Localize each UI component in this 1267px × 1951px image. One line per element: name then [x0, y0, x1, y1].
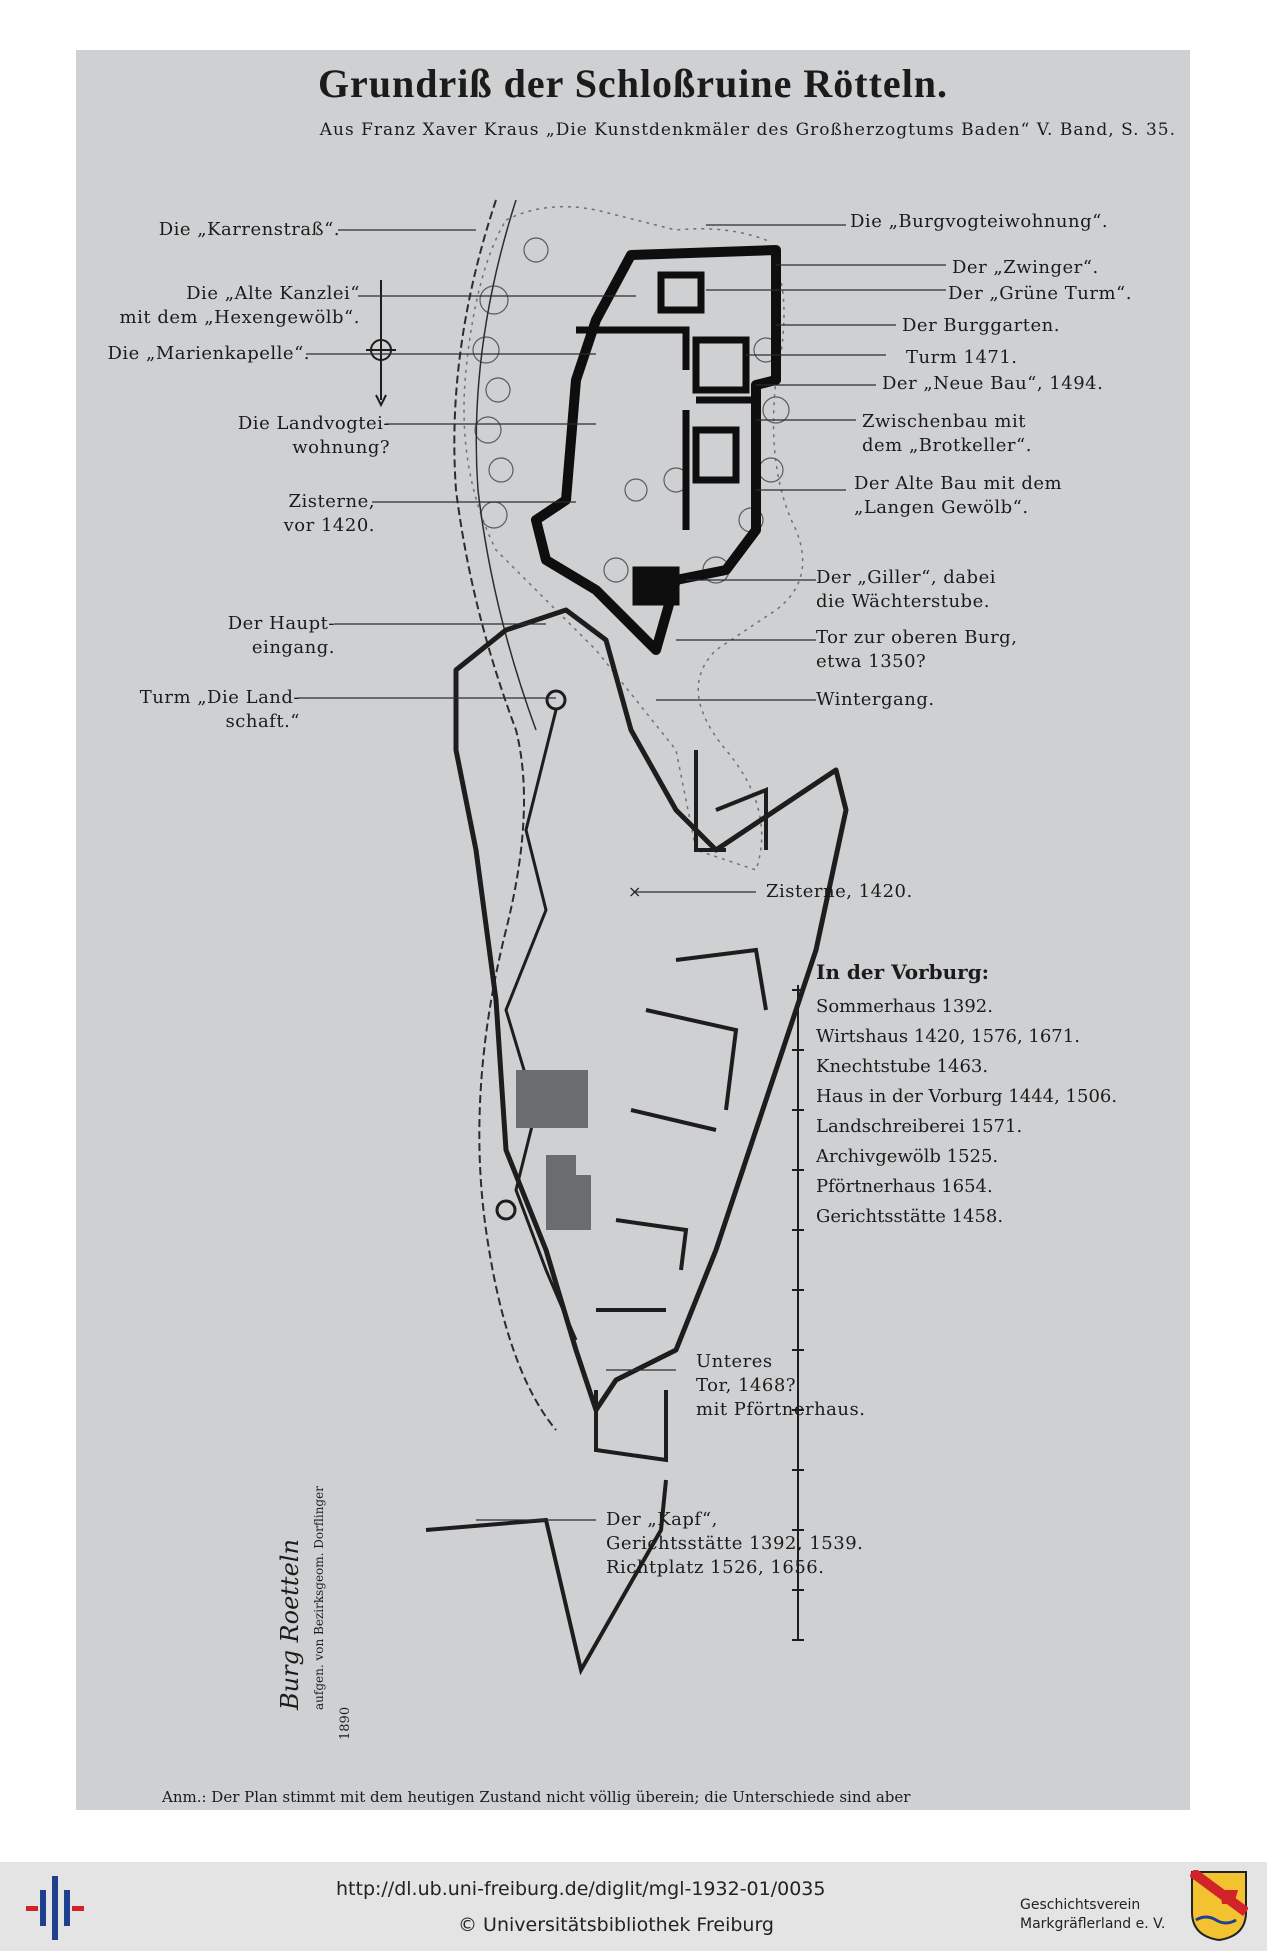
round-tower — [497, 1201, 515, 1219]
neuer-bau — [696, 430, 736, 480]
label-unteres-tor: Unteres Tor, 1468? mit Pförtnerhaus. — [696, 1351, 866, 1420]
vorburg-item: Wirtshaus 1420, 1576, 1671. — [816, 1026, 1080, 1047]
unteres-tor — [596, 1390, 666, 1460]
vorburg-item: Landschreiberei 1571. — [816, 1116, 1023, 1137]
label-karrenstrasse: Die „Karrenstraß“. — [158, 219, 340, 240]
road-edge — [476, 200, 536, 730]
label-tor-obere-burg: Tor zur oberen Burg, etwa 1350? — [816, 627, 1018, 672]
label-neuer-bau: Der „Neue Bau“, 1494. — [882, 373, 1104, 394]
signature-note: aufgen. von Bezirksgeom. Dorflinger — [312, 1486, 326, 1710]
signature-year: 1890 — [338, 1706, 353, 1740]
label-zisterne-vor-1420: Zisterne, vor 1420. — [283, 491, 375, 536]
footer-bar — [0, 1862, 1267, 1951]
map-subtitle: Aus Franz Xaver Kraus „Die Kunstdenkmäler des Großherzogtums Baden“ V. Band, S. 35. — [319, 120, 1176, 140]
society-name: Geschichtsverein Markgräflerland e. V. — [1020, 1897, 1166, 1932]
label-gruener-turm: Der „Grüne Turm“. — [948, 283, 1132, 304]
vorburg-inner-wall — [506, 710, 576, 1340]
label-turm-landschaft: Turm „Die Land- schaft.“ — [139, 687, 300, 732]
vorburg-item: Sommerhaus 1392. — [816, 996, 993, 1017]
map-title: Grundriß der Schloßruine Rötteln. — [317, 61, 949, 106]
alte-kanzlei — [661, 275, 701, 310]
annotation-note: Anm.: Der Plan stimmt mit dem heutigen Zustand nicht völlig überein; die Unterschiede sind aber — [162, 1788, 911, 1806]
vorburg-item: Pförtnerhaus 1654. — [816, 1176, 993, 1197]
label-wintergang: Wintergang. — [816, 689, 935, 710]
turm-die-landschaft — [547, 691, 565, 709]
society-crest-icon — [1190, 1870, 1248, 1942]
north-arrow-icon — [366, 280, 396, 405]
leader-lines — [298, 225, 946, 1520]
label-marienkapelle: Die „Marienkapelle“. — [107, 343, 310, 364]
vorburg-item: Knechtstube 1463. — [816, 1056, 989, 1077]
signature-name: Burg Roetteln — [276, 1539, 304, 1710]
copyright-text: © Universitätsbibliothek Freiburg — [458, 1914, 774, 1936]
vorburg-item: Haus in der Vorburg 1444, 1506. — [816, 1086, 1118, 1107]
label-kapf: Der „Kapf“, Gerichtsstätte 1392, 1539. Richtplatz 1526, 1656. — [606, 1509, 864, 1578]
giller-tower — [636, 570, 676, 602]
label-zisterne-1420: Zisterne, 1420. — [766, 881, 913, 902]
digital-url-link[interactable]: http://dl.ub.uni-freiburg.de/diglit/mgl-1932-01/0035 — [336, 1878, 826, 1900]
ub-freiburg-logo-icon — [26, 1876, 86, 1940]
label-zwischenbau: Zwischenbau mit dem „Brotkeller“. — [862, 411, 1032, 456]
vorburg-list — [816, 992, 1117, 1232]
label-giller: Der „Giller“, dabei die Wächterstube. — [816, 567, 996, 612]
label-alte-kanzlei: Die „Alte Kanzlei“ mit dem „Hexengewölb“. — [119, 283, 360, 328]
cistern-marker: × — [628, 882, 642, 901]
label-turm-1471: Turm 1471. — [906, 347, 1018, 368]
label-alter-bau: Der Alte Bau mit dem „Langen Gewölb“. — [854, 473, 1063, 518]
turm-1471 — [696, 340, 746, 390]
shaded-building-2 — [546, 1155, 591, 1230]
label-haupteingang: Der Haupt- eingang. — [227, 613, 335, 658]
label-zwinger: Der „Zwinger“. — [952, 257, 1099, 278]
label-burggarten: Der Burggarten. — [902, 315, 1060, 336]
upper-castle-buildings — [576, 275, 756, 602]
shaded-building-1 — [516, 1070, 588, 1128]
vorburg-item: Gerichtsstätte 1458. — [816, 1206, 1004, 1227]
label-burgvogteiwohnung: Die „Burgvogteiwohnung“. — [850, 211, 1109, 232]
vorburg-heading: In der Vorburg: — [816, 960, 990, 984]
vorburg-item: Archivgewölb 1525. — [816, 1146, 999, 1167]
map-plate — [76, 50, 1190, 1810]
label-landvogteiwohnung: Die Landvogtei- wohnung? — [237, 413, 390, 458]
